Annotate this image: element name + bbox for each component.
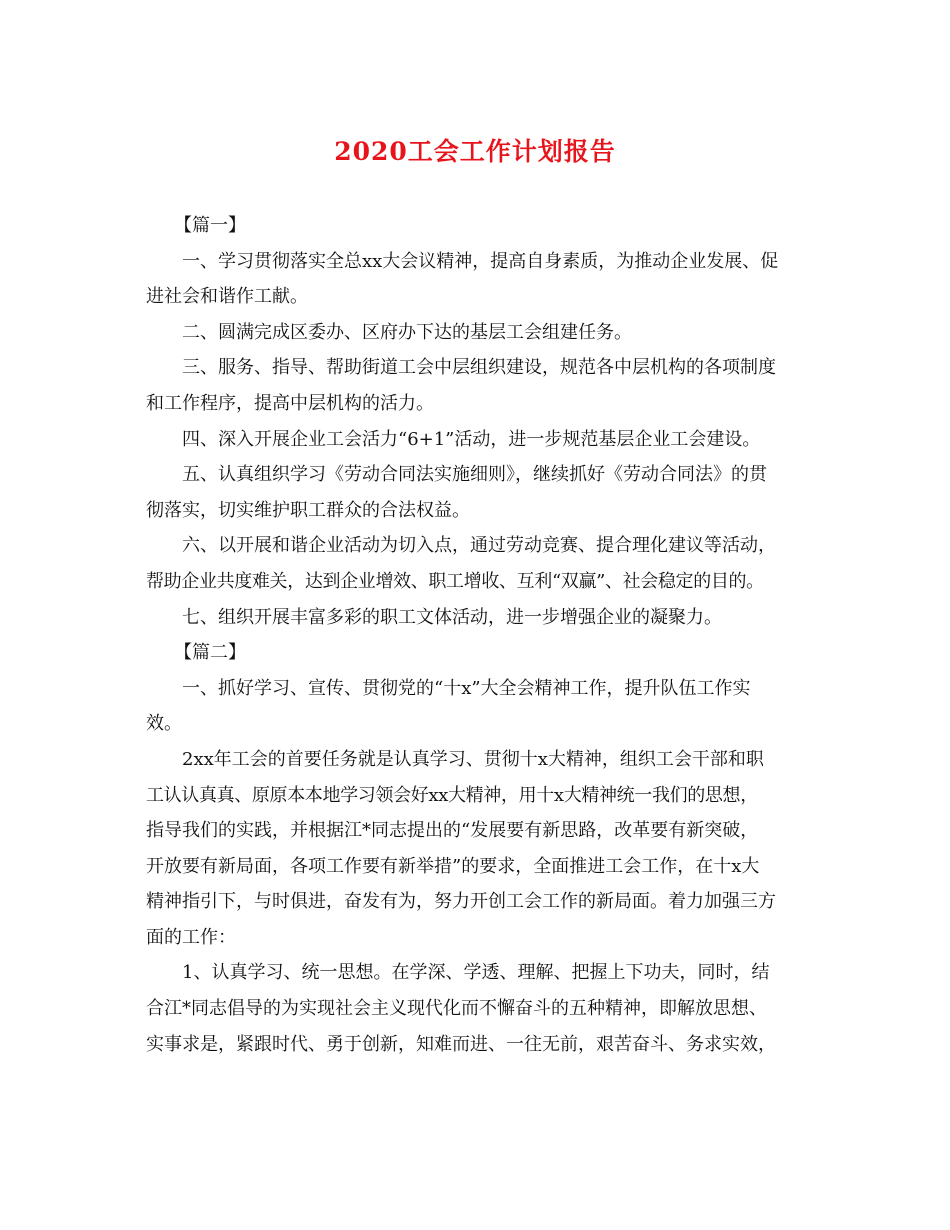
- paragraph-line: 1、认真学习、统一思想。在学深、学透、理解、把握上下功夫，同时，结: [182, 962, 770, 984]
- section-heading: 【篇二】: [174, 642, 246, 664]
- document-title: 2020工会工作计划报告: [334, 137, 616, 166]
- paragraph-line: 和工作程序，提高中层机构的活力。: [146, 392, 434, 414]
- paragraph-line: 六、以开展和谐企业活动为切入点，通过劳动竞赛、提合理化建议等活动，: [182, 535, 776, 557]
- paragraph-line: 二、圆满完成区委办、区府办下达的基层工会组建任务。: [182, 321, 632, 343]
- paragraph-line: 工认认真真、原原本本地学习领会好xx大精神，用十x大精神统一我们的思想，: [146, 784, 758, 806]
- paragraph-line: 指导我们的实践，并根据江*同志提出的“发展要有新思路，改革要有新突破，: [146, 820, 759, 842]
- paragraph-line: 四、深入开展企业工会活力“6+1”活动，进一步规范基层企业工会建设。: [182, 428, 761, 450]
- paragraph-line: 开放要有新局面，各项工作要有新举措”的要求，全面推进工会工作，在十x大: [146, 855, 760, 877]
- paragraph-line: 合江*同志倡导的为实现社会主义现代化而不懈奋斗的五种精神，即解放思想、: [146, 998, 767, 1020]
- paragraph-line: 2xx年工会的首要任务就是认真学习、贯彻十x大精神，组织工会干部和职: [182, 748, 764, 770]
- paragraph-line: 帮助企业共度难关，达到企业增效、职工增收、互利“双赢”、社会稳定的目的。: [146, 570, 764, 592]
- paragraph-line: 精神指引下，与时俱进，奋发有为，努力开创工会工作的新局面。着力加强三方: [146, 891, 776, 913]
- paragraph-line: 进社会和谐作工献。: [146, 286, 308, 308]
- paragraph-line: 实事求是，紧跟时代、勇于创新，知难而进、一往无前，艰苦奋斗、务求实效，: [146, 1033, 776, 1055]
- paragraph-line: 彻落实，切实维护职工群众的合法权益。: [146, 499, 470, 521]
- paragraph-line: 七、组织开展丰富多彩的职工文体活动，进一步增强企业的凝聚力。: [182, 606, 722, 628]
- document-body: [146, 208, 810, 1062]
- paragraph-line: 一、学习贯彻落实全总xx大会议精神，提高自身素质，为推动企业发展、促: [182, 250, 779, 272]
- paragraph-line: 三、服务、指导、帮助街道工会中层组织建设，规范各中层机构的各项制度: [182, 357, 776, 379]
- section-heading: 【篇一】: [174, 215, 246, 236]
- paragraph-line: 面的工作：: [146, 926, 236, 948]
- paragraph-line: 效。: [146, 713, 182, 735]
- paragraph-line: 五、认真组织学习《劳动合同法实施细则》，继续抓好《劳动合同法》的贯: [182, 464, 767, 486]
- paragraph-line: 一、抓好学习、宣传、贯彻党的“十x”大全会精神工作，提升队伍工作实: [182, 677, 751, 699]
